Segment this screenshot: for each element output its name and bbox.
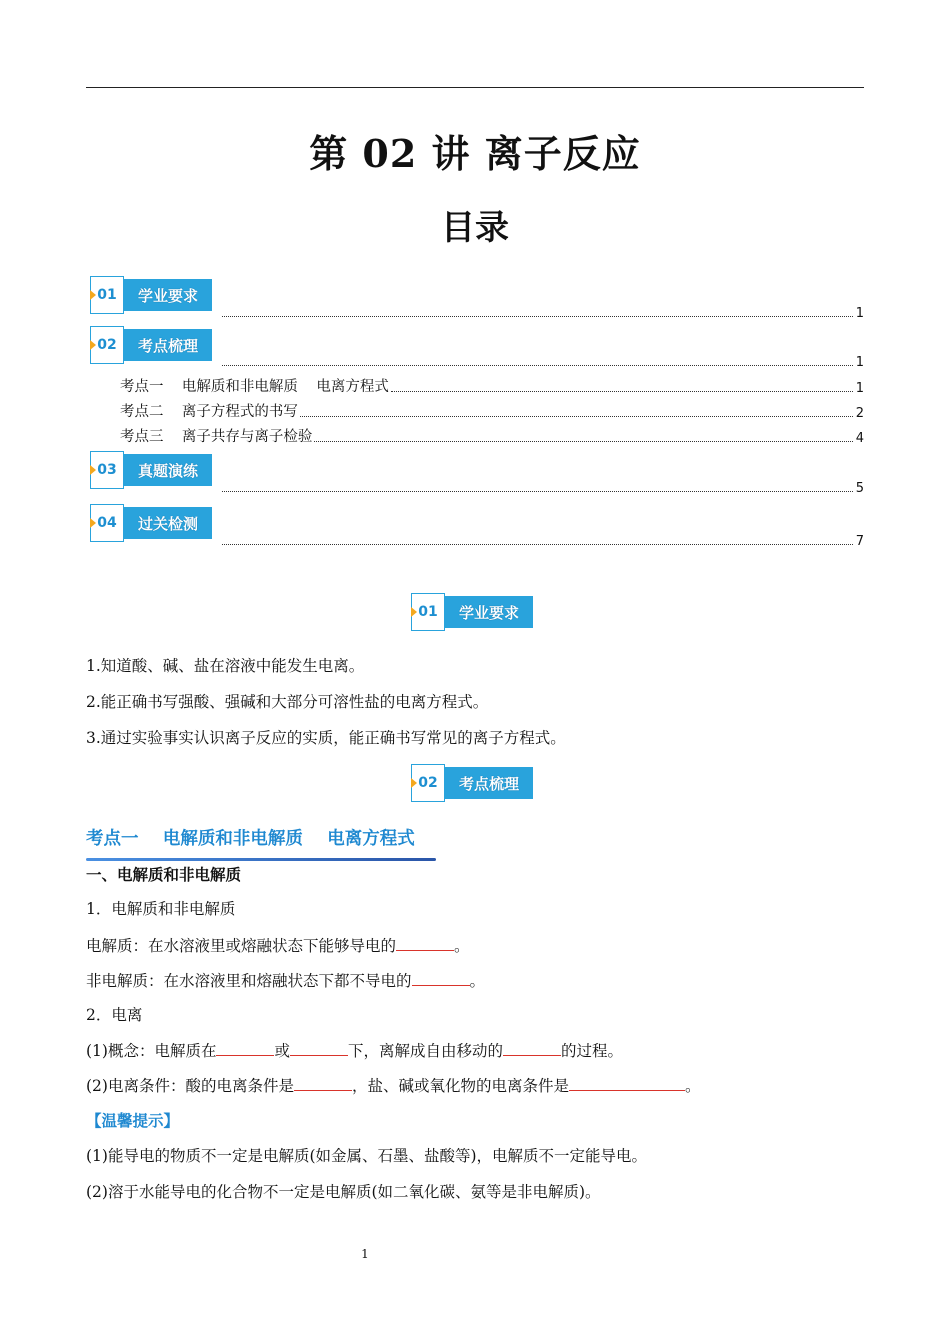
toc-sub-1[interactable]: 考点一 电解质和非电解质 电离方程式 1 xyxy=(120,379,864,396)
badge-number: 02 xyxy=(90,326,124,364)
badge-number: 03 xyxy=(90,451,124,489)
toc-line-02[interactable] xyxy=(222,352,864,370)
requirement-2: 2.能正确书写强酸、强碱和大部分可溶性盐的电离方程式。 xyxy=(86,693,489,711)
toc-badge-01[interactable] xyxy=(90,276,212,314)
tip-1: (1)能导电的物质不一定是电解质(如金属、石墨、盐酸等)，电解质不一定能导电。 xyxy=(86,1147,648,1165)
badge-label: 考点梳理 xyxy=(124,329,212,361)
badge-label: 学业要求 xyxy=(445,596,533,628)
arrow-icon xyxy=(90,290,96,300)
section-badge-01 xyxy=(411,593,533,631)
arrow-icon xyxy=(90,340,96,350)
requirement-3: 3.通过实验事实认识离子反应的实质，能正确书写常见的离子方程式。 xyxy=(86,729,566,747)
arrow-icon xyxy=(411,607,417,617)
tip-2: (2)溶于水能导电的化合物不一定是电解质(如二氧化碳、氨等是非电解质)。 xyxy=(86,1183,601,1201)
section-badge-02 xyxy=(411,764,533,802)
badge-number: 04 xyxy=(90,504,124,542)
toc-page: 1 xyxy=(855,306,864,321)
toc-sub-2[interactable]: 考点二 离子方程式的书写 2 xyxy=(120,404,864,421)
item-1: 1．电解质和非电解质 xyxy=(86,900,236,918)
toc-line-01[interactable] xyxy=(222,303,864,321)
badge-number: 02 xyxy=(411,764,445,802)
page-title: 第 02 讲 离子反应 xyxy=(309,131,641,176)
badge-number: 01 xyxy=(90,276,124,314)
toc-badge-04[interactable] xyxy=(90,504,212,542)
arrow-icon xyxy=(90,465,96,475)
answer-blank[interactable] xyxy=(396,934,454,951)
leader-dots xyxy=(222,544,853,545)
answer-blank[interactable] xyxy=(216,1039,274,1056)
toc-line-03[interactable] xyxy=(222,478,864,496)
heading-underline xyxy=(86,858,436,861)
badge-label: 真题演练 xyxy=(124,454,212,486)
answer-blank[interactable] xyxy=(412,969,470,986)
toc-line-04[interactable] xyxy=(222,531,864,549)
answer-blank[interactable] xyxy=(294,1074,352,1091)
requirement-1: 1.知道酸、碱、盐在溶液中能发生电离。 xyxy=(86,657,365,675)
badge-label: 学业要求 xyxy=(124,279,212,311)
arrow-icon xyxy=(90,518,96,528)
badge-label: 考点梳理 xyxy=(445,767,533,799)
ionization-condition: (2)电离条件：酸的电离条件是 ，盐、碱或氧化物的电离条件是 。 xyxy=(86,1074,866,1097)
tip-title: 【温馨提示】 xyxy=(86,1112,180,1130)
badge-number: 01 xyxy=(411,593,445,631)
toc-page: 1 xyxy=(855,355,864,370)
toc-title: 目录 xyxy=(441,208,509,248)
item-2: 2．电离 xyxy=(86,1006,143,1024)
leader-dots xyxy=(222,316,853,317)
toc-page: 5 xyxy=(855,481,864,496)
answer-blank[interactable] xyxy=(503,1039,561,1056)
badge-label: 过关检测 xyxy=(124,507,212,539)
ionization-concept: (1)概念：电解质在 或 下，离解成自由移动的 的过程。 xyxy=(86,1039,866,1062)
answer-blank[interactable] xyxy=(569,1074,685,1091)
header-rule xyxy=(86,87,864,88)
toc-page: 7 xyxy=(855,534,864,549)
electrolyte-definition: 电解质：在水溶液里或熔融状态下能够导电的 。 xyxy=(86,934,866,957)
toc-badge-02[interactable] xyxy=(90,326,212,364)
leader-dots xyxy=(222,491,853,492)
section-heading: 考点一 电解质和非电解质 电离方程式 xyxy=(86,829,415,849)
page-number: 1 xyxy=(361,1247,369,1261)
leader-dots xyxy=(222,365,853,366)
answer-blank[interactable] xyxy=(290,1039,348,1056)
toc-sub-3[interactable]: 考点三 离子共存与离子检验 4 xyxy=(120,429,864,446)
sub-heading: 一、电解质和非电解质 xyxy=(86,866,242,884)
nonelectrolyte-definition: 非电解质：在水溶液里和熔融状态下都不导电的 。 xyxy=(86,969,866,992)
toc-badge-03[interactable] xyxy=(90,451,212,489)
arrow-icon xyxy=(411,778,417,788)
